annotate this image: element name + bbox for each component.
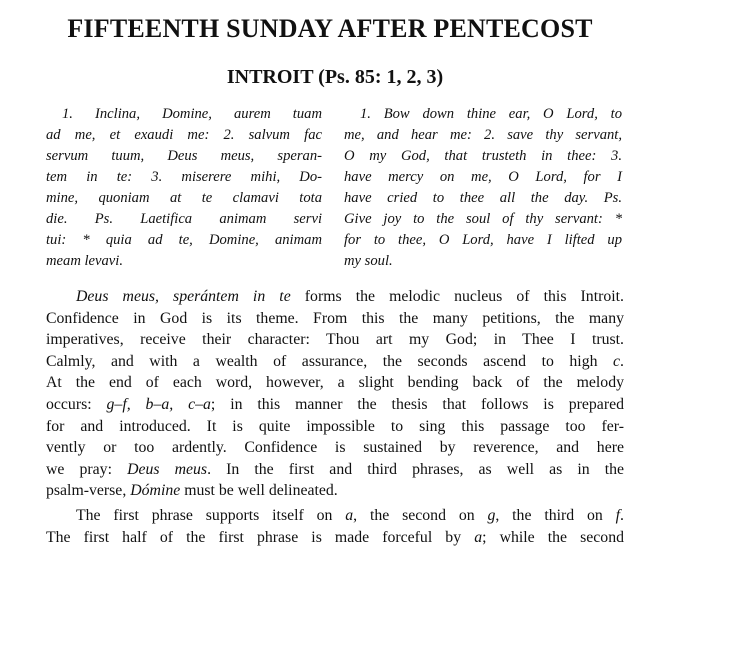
text-run: vently or too ardently. Confidence is sustained by reverence, and here [46, 439, 624, 457]
latin-line: meam levavi. [46, 253, 123, 269]
english-line: for to thee, O Lord, have I lifted up [344, 232, 622, 248]
english-line: 1. Bow down thine ear, O Lord, to [360, 106, 622, 122]
text-run: . [620, 506, 624, 524]
commentary-text [46, 286, 624, 548]
commentary-line [46, 351, 624, 373]
italic-phrase: c [613, 352, 621, 370]
page-title: FIFTEENTH SUNDAY AFTER PENTECOST [67, 14, 593, 43]
commentary-line [46, 372, 624, 394]
text-run: The first phrase supports itself on [76, 506, 346, 524]
text-run: , the second on [353, 506, 488, 524]
text-run: Confidence in God is its theme. From this the many petitions, the many [46, 309, 624, 327]
italic-phrase: a [345, 506, 354, 524]
latin-line: servum tuum, Deus meus, speran- [46, 148, 322, 164]
english-line: have mercy on me, O Lord, for I [344, 169, 622, 185]
latin-line: mine, quoniam at te clamavi tota [46, 190, 322, 206]
commentary-line [46, 394, 624, 416]
text-run: , the third on [495, 506, 616, 524]
commentary-line [46, 437, 624, 459]
text-run: . [620, 352, 624, 370]
italic-phrase: Dómine [130, 482, 181, 500]
text-run: occurs: [46, 395, 107, 413]
text-run: we pray: [46, 460, 128, 478]
latin-line: die. Ps. Laetifica animam servi [46, 211, 322, 227]
italic-phrase: a [474, 528, 483, 546]
text-run: forms the melodic nucleus of this Introit. [290, 288, 624, 305]
text-run: . In the first and third phrases, as well as in the [207, 460, 624, 478]
english-line: Give joy to the soul of thy servant: * [344, 211, 622, 227]
commentary-line [46, 416, 624, 438]
italic-phrase: g [487, 506, 496, 524]
commentary-line [46, 329, 624, 351]
italic-phrase: Deus meus, sperántem in te [76, 288, 291, 305]
latin-text-column [46, 104, 322, 272]
english-line: O my God, that trusteth in thee: 3. [344, 148, 622, 164]
text-run: must be well delineated. [180, 482, 338, 500]
text-run: ; in this manner the thesis that follows is prepared [210, 395, 624, 413]
text-run: Calmly, and with a wealth of assurance, the seconds ascend to high [46, 352, 614, 370]
text-run: imperatives, receive their character: Thou art my God; in Thee I trust. [46, 331, 624, 349]
commentary-line [46, 308, 624, 330]
text-run: psalm-verse, [46, 482, 131, 500]
commentary-line [46, 505, 624, 527]
english-translation-column [344, 104, 622, 272]
commentary-line [46, 459, 624, 481]
text-run: for and introduced. It is quite impossible to sing this passage too fer- [46, 417, 624, 435]
english-line: my soul. [344, 253, 393, 269]
latin-line: tui: * quia ad te, Domine, animam [46, 232, 322, 248]
english-line: me, and hear me: 2. save thy servant, [344, 127, 622, 143]
italic-phrase: g–f, b–a, c–a [106, 395, 211, 413]
text-run: ; while the second [482, 528, 625, 546]
english-line: have cried to thee all the day. Ps. [344, 190, 622, 206]
italic-phrase: f [615, 506, 621, 524]
section-heading: INTROIT (Ps. 85: 1, 2, 3) [226, 66, 444, 88]
commentary-line [46, 527, 624, 549]
commentary-line [46, 286, 624, 308]
italic-phrase: Deus meus [127, 460, 208, 478]
latin-line: ad me, et exaudi me: 2. salvum fac [46, 127, 322, 143]
commentary-line [46, 480, 624, 502]
text-run: The first half of the first phrase is made forceful by [46, 528, 475, 546]
latin-line: 1. Inclina, Domine, aurem tuam [62, 106, 322, 122]
text-run: At the end of each word, however, a slight bending back of the melody [46, 374, 624, 392]
latin-line: tem in te: 3. miserere mihi, Do- [46, 169, 322, 185]
